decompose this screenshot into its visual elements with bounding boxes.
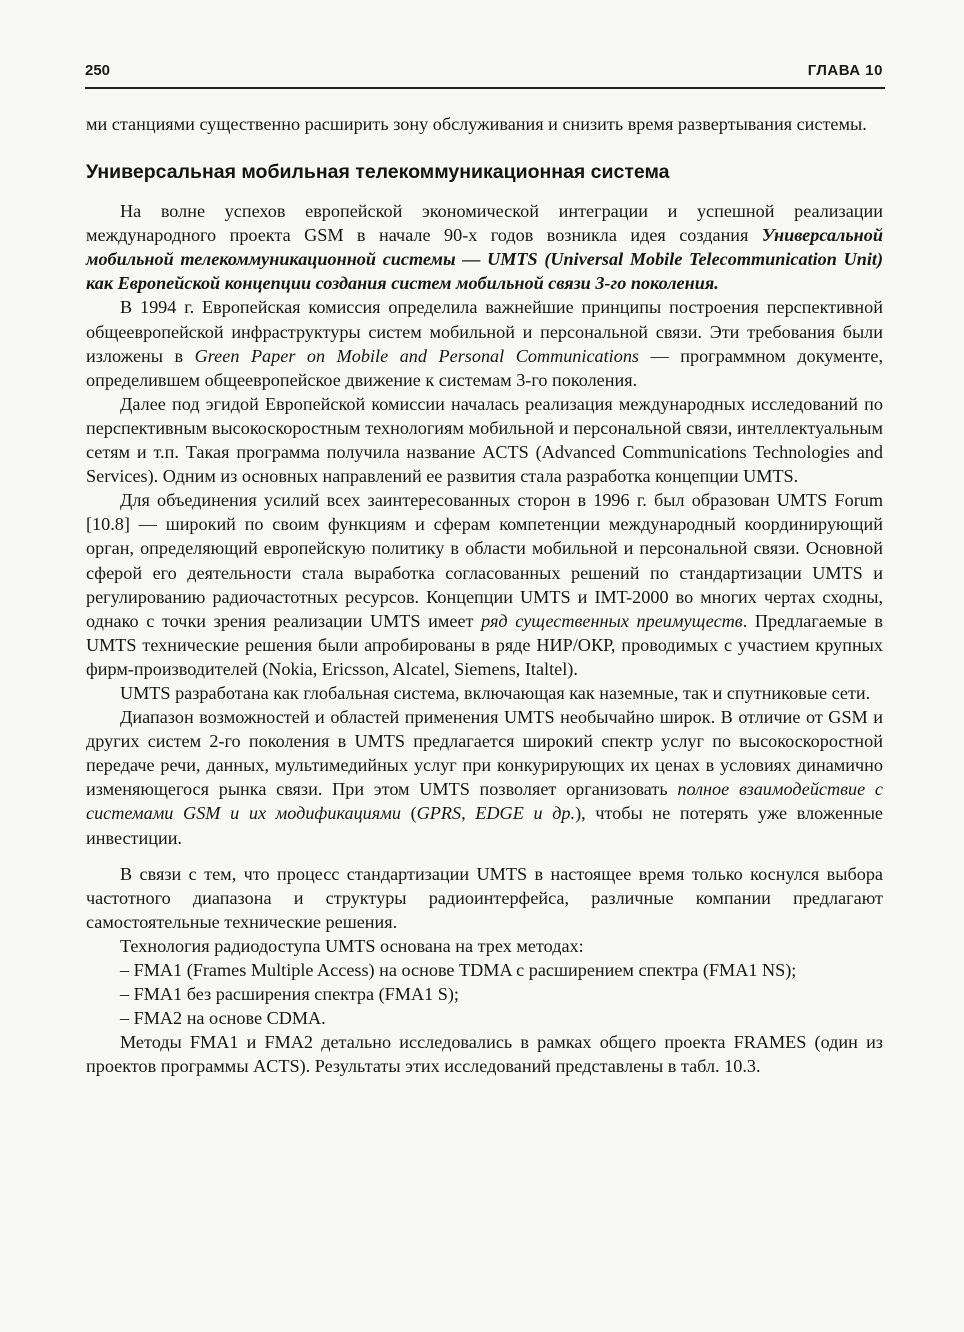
- text-run: . Предлагаемые в UMTS технические решения были апробированы в ряде НИР/ОКР, проводимых с участием крупных фирм-производителей (Nokia, Ericsson, Alcatel, Siemens, Italtel).: [86, 610, 883, 679]
- list-item: – FMA1 (Frames Multiple Access) на основе TDMA с расширением спектра (FMA1 NS);: [120, 960, 797, 980]
- italic-phrase: GPRS, EDGE и др.: [416, 803, 576, 824]
- paragraph-9: Методы FMA1 и FMA2 детально исследовались в рамках общего проекта FRAMES (один из проектов программы ACTS). Результаты этих исследований представлены в табл. 10.3.: [86, 1032, 883, 1077]
- header-rule: [85, 87, 885, 89]
- text-run: — программном документе, определившем общеевропейское движение к системам 3-го поколения.: [86, 345, 884, 390]
- paragraph-7: В связи с тем, что процесс стандартизации UMTS в настоящее время только коснулся выбора частотного диапазона и структуры радиоинтерфейса, различные компании предлагают самостоятельные технические решения.: [86, 863, 883, 932]
- text-run: В 1994 г. Европейская комиссия определила важнейшие принципы построения перспективной общеевропейской инфраструктуры систем мобильной и персональной связи. Эти требования были изложены в: [86, 297, 883, 366]
- text-run: (: [537, 249, 551, 270]
- emphasis-acronym: UMTS: [487, 249, 538, 270]
- paragraph-4: [86, 488, 883, 681]
- chapter-title: ГЛАВА 10: [807, 62, 883, 79]
- body-text: [86, 112, 883, 1078]
- italic-phrase: ряд существенных преимуществ: [481, 610, 743, 631]
- list-item: – FMA2 на основе CDMA.: [120, 1008, 326, 1029]
- section-heading: Универсальная мобильная телекоммуникационная система: [86, 161, 670, 184]
- paragraph-8: Технология радиодоступа UMTS основана на трех методах:: [120, 935, 584, 956]
- paragraph-1: [86, 199, 883, 295]
- running-header: [85, 60, 883, 84]
- paragraph-3: Далее под эгидой Европейской комиссии началась реализация международных исследований по перспективным высокоскоростным технологиям мобильной и персональной связи, интеллектуальным сетям и т.п. Такая программа получила название ACTS (Advanced Communications Technologies and Services). Одним из основных направлений ее развития стала разработка концепции UMTS.: [86, 393, 883, 487]
- page-number: 250: [85, 62, 111, 79]
- text-run: На волне успехов европейской экономической интеграции и успешной реализации международного проекта GSM в начале 90-х годов возникла идея создания: [86, 201, 883, 246]
- text-run: ), чтобы не потерять уже вложенные инвестиции.: [86, 803, 883, 848]
- text-run: (: [400, 803, 417, 824]
- text-run: Для объединения усилий всех заинтересованных сторон в 1996 г. был образован UMTS Forum [10.8] — широкий по своим функциям и сферам компетенции международный координирующий орган, определяющий европейскую политику в области мобильной и персональной связи. Основной сферой его деятельности стала выработка согласованных решений по стандартизации UMTS и регулированию радиочастотных ресурсов. Концепции UMTS и IMT-2000 во многих чертах сходны, однако с точки зрения реализации UMTS имеет: [86, 490, 883, 631]
- paragraph-continued: ми станциями существенно расширить зону обслуживания и снизить время развертывания системы.: [86, 114, 867, 134]
- emphasis-term: Универсальной мобильной телекоммуникационной системы: [86, 225, 883, 270]
- text-run: ) как Европейской концепции создания систем мобильной связи 3-го поколения.: [86, 249, 883, 294]
- text-run: —: [455, 249, 488, 270]
- paragraph-6: [86, 705, 883, 850]
- italic-document-title: Green Paper on Mobile and Personal Communications: [194, 345, 639, 366]
- emphasis-english-term: Universal Mobile Telecommunication Unit: [550, 249, 877, 270]
- italic-phrase: полное взаимодействие с системами GSM и их модификациями: [86, 779, 883, 824]
- paragraph-5: UMTS разработана как глобальная система, включающая как наземные, так и спутниковые сети.: [120, 682, 871, 703]
- text-run: Диапазон возможностей и областей применения UMTS необычайно широк. В отличие от GSM и других систем 2-го поколения в UMTS предлагается широкий спектр услуг по высокоскоростной передаче речи, данных, мультимедийных услуг при конкурирующих их ценах в условиях динамично изменяющегося рынка связи. При этом UMTS позволяет организовать: [86, 707, 883, 800]
- list-item: – FMA1 без расширения спектра (FMA1 S);: [120, 984, 459, 1005]
- paragraph-2: [86, 295, 883, 391]
